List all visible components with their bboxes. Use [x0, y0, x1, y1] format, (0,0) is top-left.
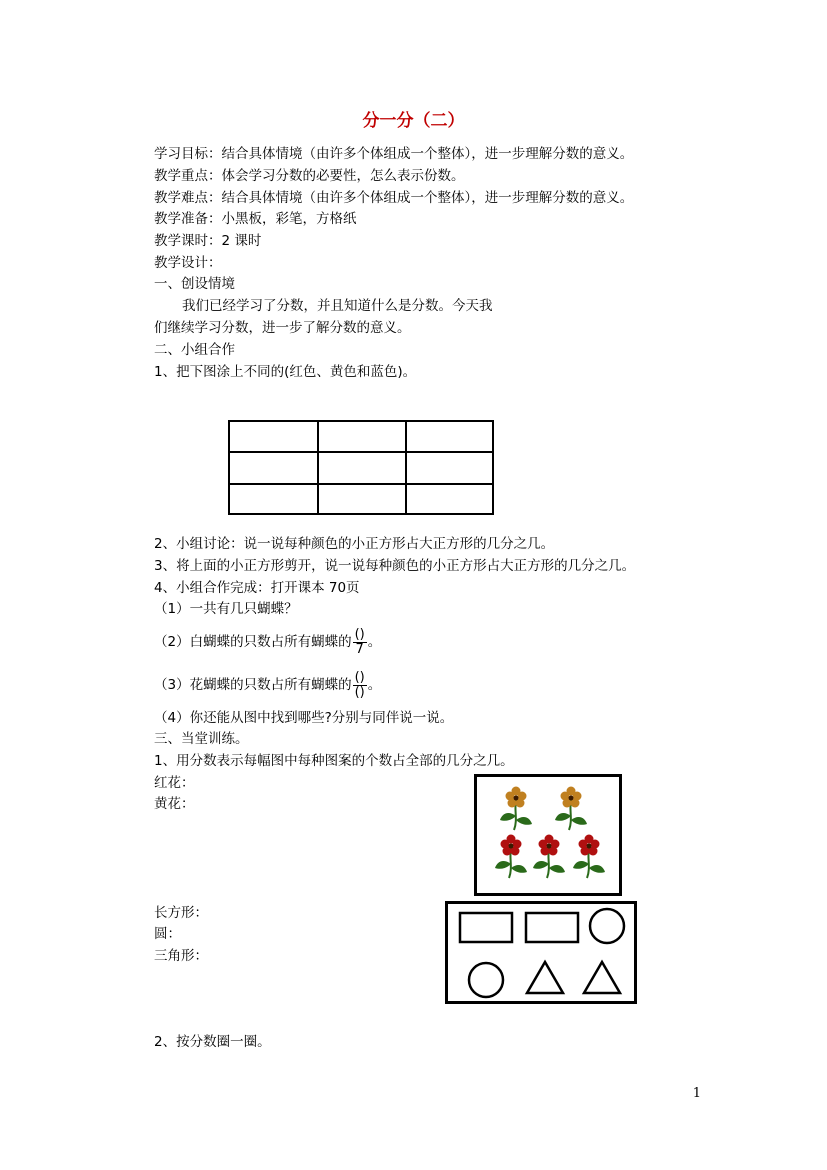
- teaching-hours: 教学课时：2 课时: [154, 233, 262, 249]
- question-4-2: [154, 625, 381, 659]
- fraction: [353, 628, 367, 657]
- red-flower-label: 红花：: [154, 775, 195, 791]
- fraction-numerator: (): [354, 626, 365, 642]
- question-4: 4、小组合作完成：打开课本 70页: [154, 580, 360, 596]
- grid-cell: [230, 485, 319, 513]
- question-4-3-text: （3）花蝴蝶的只数占所有蝴蝶的: [154, 677, 352, 693]
- exercise-1: 1、用分数表示每幅图中每种图案的个数占全部的几分之几。: [154, 753, 514, 769]
- grid-cell: [230, 422, 319, 453]
- grid-cell: [407, 485, 492, 513]
- grid-cell: [407, 422, 492, 453]
- fraction-denominator: 7: [355, 641, 364, 657]
- teaching-design: 教学设计：: [154, 255, 222, 271]
- question-4-2-text: （2）白蝴蝶的只数占所有蝴蝶的: [154, 634, 352, 650]
- teaching-preparation: 教学准备：小黑板，彩笔，方格纸: [154, 211, 357, 227]
- rectangle-label: 长方形：: [154, 905, 208, 921]
- section-2-heading: 二、小组合作: [154, 342, 235, 358]
- question-1: 1、把下图涂上不同的(红色、黄色和蓝色)。: [154, 364, 417, 380]
- exercise-2: 2、按分数圈一圈。: [154, 1034, 271, 1050]
- intro-paragraph-line-2: 们继续学习分数，进一步了解分数的意义。: [154, 320, 411, 336]
- grid-cell: [230, 453, 319, 485]
- teaching-difficulty: 教学难点：结合具体情境（由许多个体组成一个整体），进一步理解分数的意义。: [154, 190, 634, 206]
- page-number: 1: [692, 1086, 701, 1101]
- learning-goal: 学习目标：结合具体情境（由许多个体组成一个整体），进一步理解分数的意义。: [154, 146, 634, 162]
- fraction-numerator: (): [354, 669, 365, 685]
- fraction-denominator: (): [354, 684, 365, 700]
- page-title: 分一分（二）: [362, 111, 465, 131]
- period: 。: [367, 677, 382, 693]
- grid-cell: [407, 453, 492, 485]
- triangle-label: 三角形：: [154, 948, 208, 964]
- grid-cell: [319, 422, 407, 453]
- coloring-grid: [228, 420, 494, 515]
- section-1-heading: 一、创设情境: [154, 276, 235, 292]
- teaching-key-point: 教学重点：体会学习分数的必要性，怎么表示份数。: [154, 168, 465, 184]
- shapes-picture: [445, 901, 637, 1004]
- grid-cell: [319, 453, 407, 485]
- circle-label: 圆：: [154, 926, 181, 942]
- grid-cell: [319, 485, 407, 513]
- flower-picture: [474, 774, 622, 896]
- period: 。: [367, 634, 382, 650]
- question-4-1: （1）一共有几只蝴蝶？: [154, 601, 298, 617]
- question-2: 2、小组讨论：说一说每种颜色的小正方形占大正方形的几分之几。: [154, 536, 555, 552]
- yellow-flower-label: 黄花：: [154, 796, 195, 812]
- section-3-heading: 三、当堂训练。: [154, 731, 249, 747]
- fraction: [353, 671, 367, 700]
- question-4-4: （4）你还能从图中找到哪些?分别与同伴说一说。: [154, 710, 454, 726]
- question-4-3: [154, 668, 381, 702]
- question-3: 3、将上面的小正方形剪开，说一说每种颜色的小正方形占大正方形的几分之几。: [154, 558, 636, 574]
- intro-paragraph-line-1: 我们已经学习了分数，并且知道什么是分数。今天我: [182, 298, 493, 314]
